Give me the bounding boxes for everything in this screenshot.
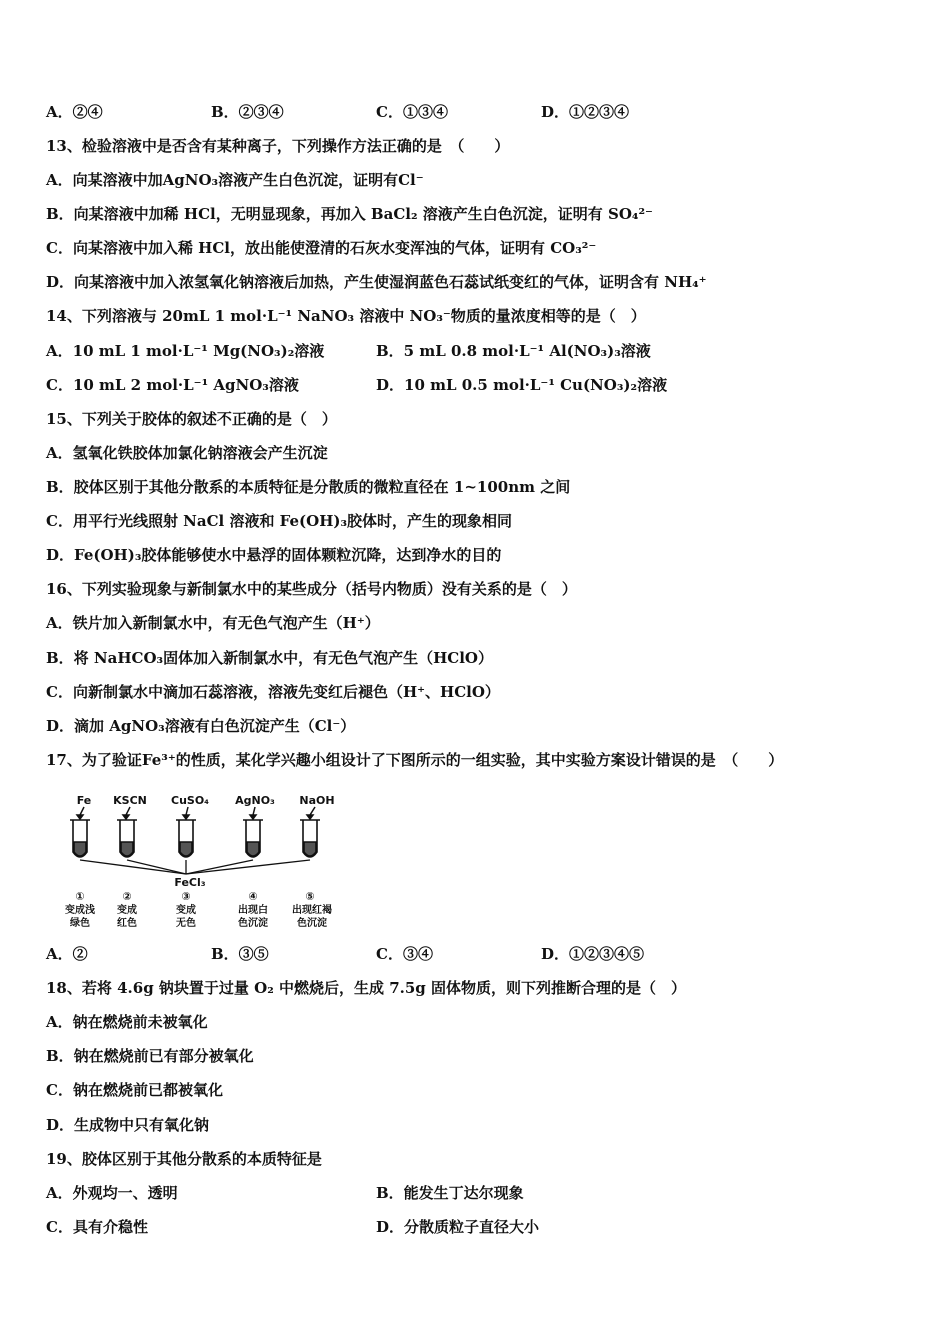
test-tube-2 [117,820,137,857]
q14-option-b: B．5 mL 0.8 mol·L⁻¹ Al(NO₃)₃溶液 [376,342,651,360]
result-1-line1: 变成浅 [65,905,95,916]
q18-stem: 18、若将 4.6g 钠块置于过量 O₂ 中燃烧后，生成 7.5g 固体物质，则下列推断合理的是（ ） [46,979,687,997]
reagent-label-agno3: AgNO₃ [235,794,275,807]
reagent-label-cuso4: CuSO₄ [171,794,209,807]
q14-option-c: C．10 mL 2 mol·L⁻¹ AgNO₃溶液 [46,376,299,394]
test-tube-5 [300,820,320,857]
tube-number-1: ① [75,890,85,903]
result-5-line1: 出现红褐 [292,905,332,916]
q12-option-d: D．①②③④ [541,103,630,121]
q18-option-c: C．钠在燃烧前已都被氧化 [46,1081,223,1099]
q13-option-d: D．向某溶液中加入浓氢氧化钠溶液后加热，产生使湿润蓝色石蕊试纸变红的气体，证明含有 NH₄⁺ [46,273,707,291]
q16-stem: 16、下列实验现象与新制氯水中的某些成分（括号内物质）没有关系的是（ ） [46,580,577,598]
q13-option-a: A．向某溶液中加AgNO₃溶液产生白色沉淀，证明有Cl⁻ [46,171,424,189]
tube-number-4: ④ [248,890,258,903]
result-2-line1: 变成 [117,905,137,916]
q14-option-a: A．10 mL 1 mol·L⁻¹ Mg(NO₃)₂溶液 [46,342,325,360]
q16-option-c: C．向新制氯水中滴加石蕊溶液，溶液先变红后褪色（H⁺、HClO） [46,683,500,701]
q19-option-d: D．分散质粒子直径大小 [376,1218,540,1236]
test-tube-3 [176,820,196,857]
result-4-line2: 色沉淀 [238,918,268,929]
test-tube-4 [243,820,263,857]
q17-stem: 17、为了验证Fe³⁺的性质，某化学兴趣小组设计了下图所示的一组实验，其中实验方案设计错误的是 （ ） [46,751,784,769]
q13-option-b: B．向某溶液中加稀 HCl，无明显现象，再加入 BaCl₂ 溶液产生白色沉淀，证明有 SO₄²⁻ [46,205,653,223]
q17-test-tube-figure [50,790,350,930]
q15-stem: 15、下列关于胶体的叙述不正确的是（ ） [46,410,337,428]
q17-option-a: A．② [46,945,88,963]
q13-stem: 13、检验溶液中是否含有某种离子，下列操作方法正确的是 （ ） [46,137,510,155]
q14-option-d: D．10 mL 0.5 mol·L⁻¹ Cu(NO₃)₂溶液 [376,376,668,394]
q17-option-b: B．③⑤ [211,945,269,963]
result-3-line2: 无色 [176,918,196,929]
q18-option-a: A．钠在燃烧前未被氧化 [46,1013,208,1031]
tube-number-2: ② [122,890,132,903]
result-5-line2: 色沉淀 [297,918,327,929]
q17-option-c: C．③④ [376,945,433,963]
q13-option-c: C．向某溶液中加入稀 HCl，放出能使澄清的石灰水变浑浊的气体，证明有 CO₃²⁻ [46,239,597,257]
q14-stem: 14、下列溶液与 20mL 1 mol·L⁻¹ NaNO₃ 溶液中 NO₃⁻物质的量浓度相等的是（ ） [46,307,646,325]
q16-option-d: D．滴加 AgNO₃溶液有白色沉淀产生（Cl⁻） [46,717,356,735]
reagent-label-fe: Fe [76,794,92,807]
q15-option-a: A．氢氧化铁胶体加氯化钠溶液会产生沉淀 [46,444,328,462]
q19-option-a: A．外观均一、透明 [46,1184,178,1202]
q19-option-c: C．具有介稳性 [46,1218,148,1236]
q12-option-a: A．②④ [46,103,103,121]
result-1-line2: 绿色 [70,918,90,929]
q16-option-b: B．将 NaHCO₃固体加入新制氯水中，有无色气泡产生（HClO） [46,649,493,667]
q12-option-b: B．②③④ [211,103,284,121]
q16-option-a: A．铁片加入新制氯水中，有无色气泡产生（H⁺） [46,614,380,632]
q18-option-d: D．生成物中只有氧化钠 [46,1116,210,1134]
q19-option-b: B．能发生丁达尔现象 [376,1184,524,1202]
result-3-line1: 变成 [176,905,196,916]
result-2-line2: 红色 [117,918,137,929]
result-4-line1: 出现白 [238,905,268,916]
q17-option-d: D．①②③④⑤ [541,945,645,963]
q18-option-b: B．钠在燃烧前已有部分被氧化 [46,1047,254,1065]
tube-number-3: ③ [181,890,191,903]
fecl3-label: FeCl₃ [174,876,206,889]
test-tube-1 [70,820,90,857]
tube-number-5: ⑤ [305,890,315,903]
q15-option-c: C．用平行光线照射 NaCl 溶液和 Fe(OH)₃胶体时，产生的现象相同 [46,512,513,530]
q12-option-c: C．①③④ [376,103,448,121]
q19-stem: 19、胶体区别于其他分散系的本质特征是 [46,1150,322,1168]
reagent-label-kscn: KSCN [113,794,147,807]
q15-option-d: D．Fe(OH)₃胶体能够使水中悬浮的固体颗粒沉降，达到净水的目的 [46,546,502,564]
q15-option-b: B．胶体区别于其他分散系的本质特征是分散质的微粒直径在 1~100nm 之间 [46,478,571,496]
reagent-label-naoh: NaOH [299,794,335,807]
